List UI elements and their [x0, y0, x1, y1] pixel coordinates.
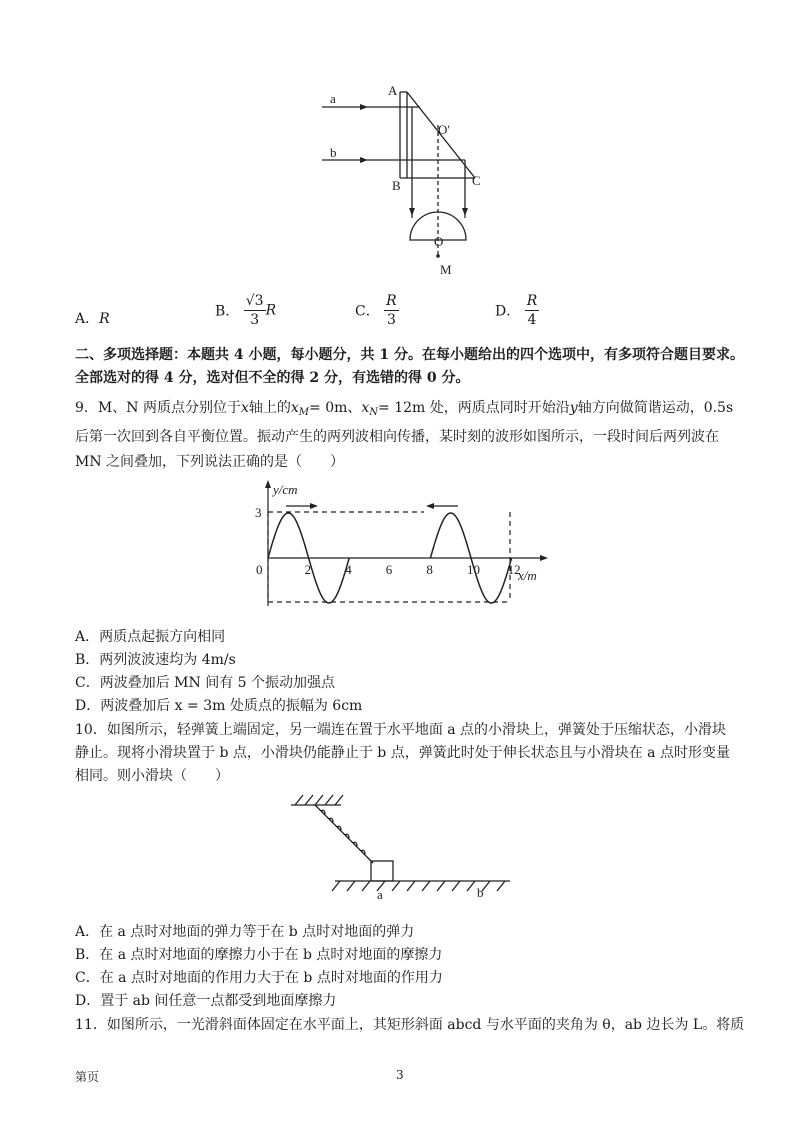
option-prefix: B． [215, 303, 240, 320]
q9-text: 9．M、N 两质点分别位于 [75, 400, 241, 416]
denominator: 4 [527, 312, 537, 328]
var-xm: x [290, 400, 299, 416]
numerator: R [386, 293, 397, 309]
q8-option-a[interactable] [75, 308, 110, 328]
y-tick-3: 3 [255, 505, 262, 520]
q10-line3: 相同。则小滑块（ ） [75, 768, 229, 784]
option-tail: R [265, 302, 277, 319]
optics-figure [300, 80, 500, 280]
option-prefix: D． [495, 303, 521, 320]
label-O: O [434, 234, 444, 249]
x-tick-6: 6 [385, 562, 393, 577]
label-Oprime: O′ [438, 122, 451, 137]
option-text: R [99, 311, 110, 327]
option-prefix: C． [355, 303, 380, 320]
q10-option-d[interactable]: D．置于 ab 间任意一点都受到地面摩擦力 [75, 993, 337, 1009]
q9-option-a[interactable]: A．两质点起振方向相同 [75, 629, 226, 645]
fraction [525, 292, 540, 329]
x-axis-label: x/m [518, 568, 537, 583]
var-y: y [569, 400, 578, 416]
origin-label: 0 [256, 562, 263, 577]
spring-figure [285, 785, 515, 915]
option-prefix: A． [75, 311, 100, 327]
sub-m: M [298, 407, 310, 418]
q8-option-d[interactable] [495, 292, 539, 329]
point-b-label: b [477, 885, 484, 900]
q9-option-b[interactable]: B．两列波波速均为 4m/s [75, 652, 236, 668]
footer-left: 第页 [75, 1070, 100, 1084]
xm-value: = 0m、 [309, 400, 362, 416]
x-tick-4: 4 [345, 562, 352, 577]
section2-line1: 二、多项选择题：本题共 4 小题，每小题分，共 1 分。在每小题给出的四个选项中，有多项符合题目要求。 [75, 347, 744, 363]
q10-option-a[interactable]: A．在 a 点时对地面的弹力等于在 b 点时对地面的弹力 [75, 924, 415, 940]
label-B: B [392, 178, 401, 193]
fraction [384, 292, 399, 329]
q9-line2: 后第一次回到各自平衡位置。振动产生的两列波相向传播，某时刻的波形如图所示，一段时间后两列波在 [75, 429, 719, 445]
var-x: x [240, 400, 249, 416]
y-axis-label: y/cm [273, 482, 298, 497]
label-M: M [440, 262, 452, 277]
q9-option-d[interactable]: D．两波叠加后 x = 3m 处质点的振幅为 6cm [75, 698, 363, 714]
x-tick-2: 2 [304, 562, 312, 577]
q9-text: 轴上的 [248, 400, 291, 416]
var-xn: x [361, 400, 370, 416]
q9-line3: MN 之间叠加，下列说法正确的是（ ） [75, 454, 345, 470]
q10-option-c[interactable]: C．在 a 点时对地面的作用力大于在 b 点时对地面的作用力 [75, 970, 443, 986]
x-tick-8: 8 [426, 562, 433, 577]
x-tick-12: 12 [507, 562, 521, 577]
sub-n: N [369, 407, 379, 418]
denominator: 3 [386, 312, 396, 328]
q9-text: 轴方向做简谐运动，0.5s [577, 400, 734, 416]
q8-option-b[interactable] [215, 292, 276, 329]
fraction [244, 292, 266, 329]
label-b: b [330, 145, 337, 160]
x-tick-10: 10 [467, 562, 480, 577]
point-a-label: a [377, 887, 383, 902]
wave-chart [240, 478, 560, 618]
q10-line2: 静止。现将小滑块置于 b 点，小滑块仍能静止于 b 点，弹簧此时处于伸长状态且与小滑块在 a 点时形变量 [75, 745, 730, 761]
xn-value: = 12m 处，两质点同时开始沿 [378, 400, 570, 416]
q11-line1: 11．如图所示，一光滑斜面体固定在水平面上，其矩形斜面 abcd 与水平面的夹角为 θ，ab 边长为 L。将质 [75, 1017, 745, 1033]
q9-line1 [75, 397, 733, 424]
label-a: a [330, 91, 336, 106]
q10-line1: 10．如图所示，轻弹簧上端固定，另一端连在置于水平地面 a 点的小滑块上，弹簧处于压缩状态，小滑块 [75, 722, 727, 738]
label-C: C [472, 173, 481, 188]
q8-option-c[interactable] [355, 292, 399, 329]
q10-option-b[interactable]: B．在 a 点时对地面的摩擦力小于在 b 点时对地面的摩擦力 [75, 947, 443, 963]
page-number: 3 [396, 1068, 404, 1082]
label-A: A [388, 83, 398, 98]
q9-option-c[interactable]: C．两波叠加后 MN 间有 5 个振动加强点 [75, 675, 336, 691]
section2-line2: 全部选对的得 4 分，选对但不全的得 2 分，有选错的得 0 分。 [75, 370, 470, 386]
numerator: √3 [245, 293, 264, 309]
x-tick-labels [305, 562, 521, 577]
denominator: 3 [250, 312, 260, 328]
numerator: R [526, 293, 538, 309]
